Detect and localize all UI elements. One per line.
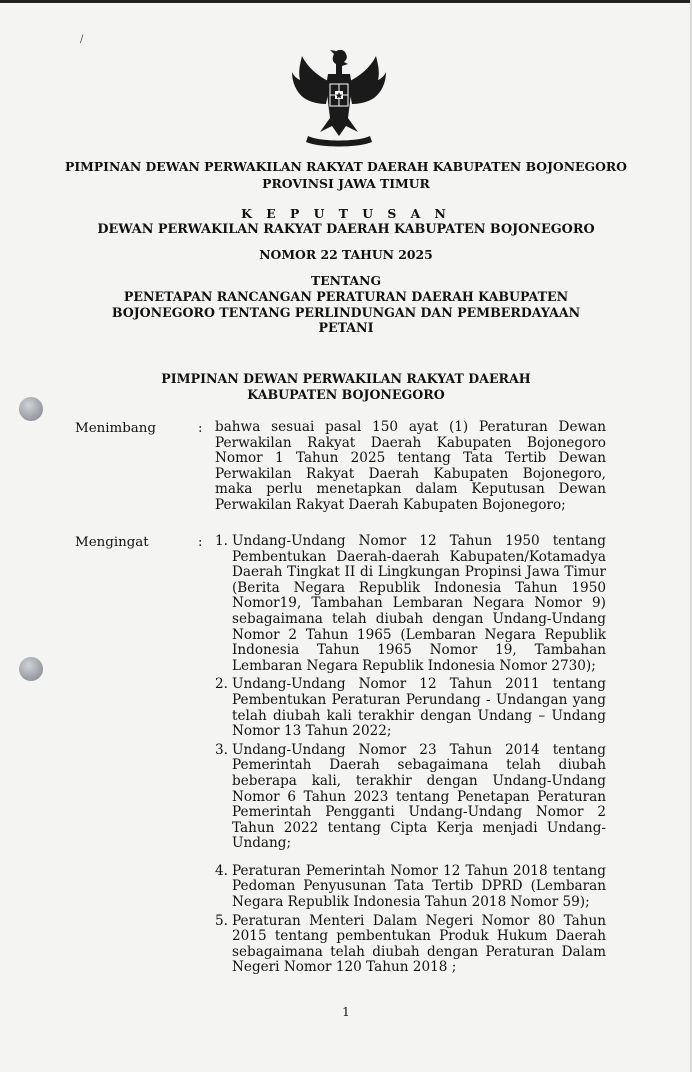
menimbang-colon: : [198, 421, 203, 436]
decree-title-line: BOJONEGORO TENTANG PERLINDUNGAN DAN PEMBERDAYAAN [111, 304, 581, 320]
pimpinan-line: KABUPATEN BOJONEGORO [247, 386, 445, 402]
menimbang-label: Menimbang [75, 421, 156, 436]
top-edge [0, 0, 692, 3]
page-number: 1 [342, 1005, 350, 1019]
punch-hole-icon [19, 657, 43, 681]
mengingat-label: Mengingat [75, 535, 149, 550]
margin-mark: / [80, 34, 84, 45]
list-item [215, 914, 606, 976]
letterhead-line-1: PIMPINAN DEWAN PERWAKILAN RAKYAT DAERAH KABUPATEN BOJONEGORO [65, 159, 627, 174]
pimpinan-heading [0, 371, 692, 402]
list-item-number: 2. [215, 676, 228, 693]
mengingat-list [215, 534, 606, 976]
garuda-emblem-icon [290, 46, 388, 150]
decree-title [0, 289, 692, 336]
tentang-label: TENTANG [310, 273, 382, 288]
list-item-number: 3. [215, 741, 228, 758]
pimpinan-line: PIMPINAN DEWAN PERWAKILAN RAKYAT DAERAH [161, 371, 531, 386]
list-item-number: 5. [215, 912, 228, 929]
list-item [215, 534, 606, 674]
list-item-text: Undang-Undang Nomor 23 Tahun 2014 tentang Pemerintah Daerah sebagaimana telah diubah beberapa kali, terakhir dengan Undang-Undang Nomor 6 Tahun 2023 tentang Penetapan Peraturan Pemerintah Pengganti Undang-Undang Nomor 2 Tahun 2022 tentang Cipta Kerja menjadi Undang-Undang; [232, 741, 606, 852]
list-item-text: Undang-Undang Nomor 12 Tahun 2011 tentang Pembentukan Peraturan Perundang - Undangan yang telah diubah kali terakhir dengan Undang – Undang Nomor 13 Tahun 2022; [232, 676, 606, 740]
letterhead [0, 158, 692, 192]
list-item [215, 864, 606, 911]
list-item [215, 677, 606, 739]
list-item [215, 743, 606, 852]
list-item-number: 4. [215, 862, 228, 879]
letterhead-line-2: PROVINSI JAWA TIMUR [262, 176, 430, 191]
menimbang-text: bahwa sesuai pasal 150 ayat (1) Peraturan Dewan Perwakilan Rakyat Daerah Kabupaten Bojonegoro Nomor 1 Tahun 2025 tentang Tata Tertib Dewan Perwakilan Rakyat Daerah Kabupaten Bojonegoro, maka perlu menetapkan dalam Keputusan Dewan Perwakilan Rakyat Daerah Kabupaten Bojonegoro; [215, 419, 606, 513]
decree-title-line: PENETAPAN RANCANGAN PERATURAN DAERAH KABUPATEN [123, 289, 569, 304]
list-item-text: Undang-Undang Nomor 12 Tahun 1950 tentang Pembentukan Daerah-daerah Kabupaten/Kotamadya Daerah Tingkat II di Lingkungan Propinsi Jawa Timur (Berita Negara Republik Indonesia Tahun 1950 Nomor19, Tambahan Lembaran Negara Nomor 9) sebagaimana telah diubah dengan Undang-Undang Nomor 2 Tahun 1965 (Lembaran Negara Republik Indonesia Tahun 1965 Nomor 19, Tambahan Lembaran Negara Republik Indonesia Nomor 2730); [232, 533, 606, 674]
decree-title-line: PETANI [318, 320, 374, 335]
list-item-number: 1. [215, 533, 228, 549]
list-item-text: Peraturan Pemerintah Nomor 12 Tahun 2018 tentang Pedoman Penyusunan Tata Tertib DPRD (Lembaran Negara Republik Indonesia Tahun 2018 Nomor 59); [232, 862, 606, 911]
decree-issuer: DEWAN PERWAKILAN RAKYAT DAERAH KABUPATEN BOJONEGORO [97, 222, 595, 237]
decree-heading: K E P U T U S A N [241, 206, 451, 221]
decree-number: NOMOR 22 TAHUN 2025 [259, 247, 433, 262]
mengingat-colon: : [198, 535, 203, 550]
list-item-text: Peraturan Menteri Dalam Negeri Nomor 80 Tahun 2015 tentang pembentukan Produk Hukum Daerah sebagaimana telah diubah dengan Peraturan Dalam Negeri Nomor 120 Tahun 2018 ; [232, 912, 606, 976]
